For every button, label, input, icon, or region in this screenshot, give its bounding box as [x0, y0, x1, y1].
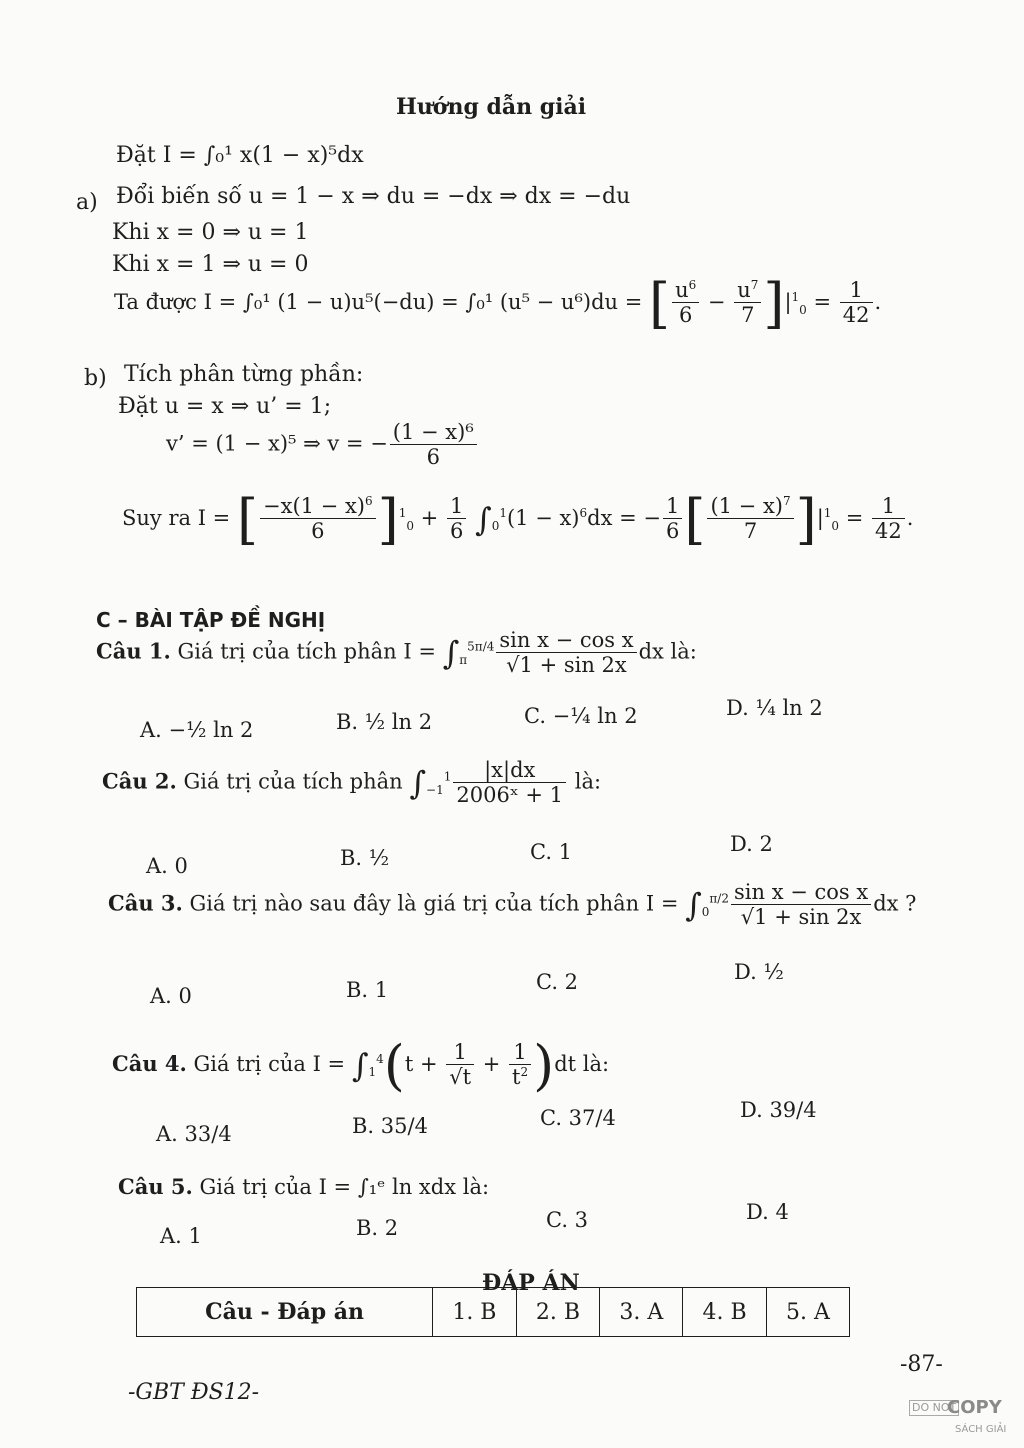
- watermark-copy: COPY: [947, 1397, 1002, 1418]
- part-a-line2: Khi x = 0 ⇒ u = 1: [112, 220, 309, 245]
- book-code: -GBT ĐS12-: [128, 1380, 260, 1405]
- question-5-math: I = ∫₁ᵉ ln xdx: [318, 1175, 457, 1199]
- part-b-line3-text: v’ = (1 − x)⁵ ⇒ v = −: [166, 431, 388, 456]
- part-b-line3: [166, 420, 479, 470]
- question-3-suffix: dx ?: [873, 891, 917, 916]
- question-1-text: Giá trị của tích phân: [177, 639, 397, 664]
- watermark-brand: SÁCH GIẢI: [955, 1424, 1007, 1435]
- answers-title: ĐÁP ÁN: [482, 1270, 580, 1296]
- exercises-heading: C – BÀI TẬP ĐỀ NGHỊ: [96, 608, 326, 632]
- answers-header: Câu - Đáp án: [137, 1288, 433, 1337]
- part-b-line4-prefix: Suy ra: [122, 506, 192, 530]
- question-2-option-b[interactable]: B. ½: [340, 846, 390, 870]
- question-2-option-c[interactable]: C. 1: [530, 840, 573, 864]
- question-2: Câu 2. Giá trị của tích phân $\int_{-1}^1$ $\frac{|x|dx}{\text{2006ˣ + 1}}$ là:: [102, 758, 602, 808]
- question-1-option-c[interactable]: C. −¼ ln 2: [524, 704, 638, 728]
- question-2-option-d[interactable]: D. 2: [730, 832, 773, 856]
- question-4-option-b[interactable]: B. 35/4: [352, 1114, 428, 1138]
- question-5-option-b[interactable]: B. 2: [356, 1216, 399, 1240]
- part-a-label: a): [76, 190, 98, 215]
- page-number: -87-: [900, 1352, 943, 1377]
- question-4-text: Giá trị của: [193, 1052, 306, 1076]
- question-1-den: √1 + sin 2x: [506, 653, 627, 678]
- answers-table: [136, 1287, 850, 1337]
- question-3-text: Giá trị nào sau đây là giá trị của tích phân: [189, 891, 640, 916]
- answer-cell-4: 4. B: [683, 1288, 767, 1337]
- watermark-do-not: DO NOT: [909, 1400, 959, 1416]
- part-b-line3-num: (1 − x)⁶: [390, 420, 477, 445]
- question-4-suffix: dt là:: [554, 1052, 610, 1076]
- question-2-den: 2006ˣ + 1: [456, 783, 564, 808]
- question-1-num: sin x − cos x: [496, 628, 636, 653]
- part-b-label: b): [84, 366, 107, 391]
- part-b-line2: Đặt u = x ⇒ u’ = 1;: [118, 394, 332, 419]
- question-5-option-a[interactable]: A. 1: [160, 1224, 202, 1248]
- question-4: Câu 4. Giá trị của $I = \int_1^4(t$ + $\frac{1}{√t}$ + $\frac{1}{t^2}$ )dt là:: [112, 1034, 610, 1097]
- answer-cell-5: 5. A: [766, 1288, 849, 1337]
- question-3: Câu 3. Giá trị nào sau đây là giá trị của tích phân $I = \int_0^{\pi/2}$ $\frac{\text{sin x − cos x}}{√1 + \sin 2x}$ dx ?: [108, 880, 917, 930]
- question-2-label: Câu 2.: [102, 768, 177, 794]
- part-b-line1: Tích phân từng phần:: [124, 362, 364, 387]
- set-integral: Đặt I = ∫₀¹ x(1 − x)⁵dx: [116, 143, 364, 168]
- answer-cell-1: 1. B: [433, 1288, 517, 1337]
- part-b-line3-den: 6: [426, 445, 440, 470]
- question-1: Câu 1. Giá trị của tích phân $I = \int_\pi^{5\pi/4}$ $\frac{\text{sin x − cos x}}{√1 + \sin 2x}$ dx là:: [96, 628, 697, 678]
- question-1-option-d[interactable]: D. ¼ ln 2: [726, 696, 823, 720]
- question-5: [118, 1174, 489, 1199]
- question-3-option-d[interactable]: D. ½: [734, 960, 784, 984]
- question-2-suffix: là:: [574, 769, 602, 794]
- question-5-option-d[interactable]: D. 4: [746, 1200, 789, 1224]
- question-5-option-c[interactable]: C. 3: [546, 1208, 589, 1232]
- question-4-option-c[interactable]: C. 37/4: [540, 1106, 616, 1130]
- question-1-option-a[interactable]: A. −½ ln 2: [140, 718, 254, 742]
- question-3-option-b[interactable]: B. 1: [346, 978, 389, 1002]
- question-5-suffix: là:: [462, 1175, 490, 1199]
- question-1-suffix: dx là:: [638, 639, 697, 664]
- question-4-label: Câu 4.: [112, 1051, 187, 1076]
- question-1-option-b[interactable]: B. ½ ln 2: [336, 710, 433, 734]
- question-2-option-a[interactable]: A. 0: [146, 854, 188, 878]
- question-4-option-d[interactable]: D. 39/4: [740, 1098, 817, 1122]
- answer-cell-2: 2. B: [516, 1288, 600, 1337]
- part-a-line3: Khi x = 1 ⇒ u = 0: [112, 252, 309, 277]
- solution-title: Hướng dẫn giải: [396, 94, 587, 120]
- answers-row: [137, 1288, 850, 1337]
- part-b-line4: Suy ra I = [ $\frac{-x(1 - x)^6}{6}$ ]$^1_0$ + $\frac{1}{6}$ $\int_0^1(1 - x)^6dx$ = − $\frac{1}{6}$ [ $\frac{(1 - x)^7}{7}$ ]$|^1_0$ = $\frac{1}{42}$ .: [122, 488, 914, 551]
- question-1-label: Câu 1.: [96, 638, 171, 664]
- part-a-line1: Đổi biến số u = 1 − x ⇒ du = −dx ⇒ dx = −du: [116, 184, 631, 209]
- question-3-option-c[interactable]: C. 2: [536, 970, 579, 994]
- answer-cell-3: 3. A: [600, 1288, 683, 1337]
- question-2-text: Giá trị của tích phân: [183, 769, 403, 794]
- question-5-label: Câu 5.: [118, 1174, 193, 1199]
- part-a-line4-math: I = ∫₀¹ (1 − u)u⁵(−du) = ∫₀¹ (u⁵ − u⁶)du: [203, 290, 619, 314]
- question-4-option-a[interactable]: A. 33/4: [156, 1122, 232, 1146]
- question-3-num: sin x − cos x: [731, 880, 871, 905]
- part-a-line4: Ta được I = ∫₀¹ (1 − u)u⁵(−du) = ∫₀¹ (u⁵ − u⁶)du = [ $\frac{u^6}{6}$ − $\frac{u^7}{7}$ ]$|^1_0$ = $\frac{1}{42}$ .: [114, 272, 882, 335]
- question-3-label: Câu 3.: [108, 890, 183, 916]
- question-3-den: √1 + sin 2x: [740, 905, 862, 930]
- question-5-text: Giá trị của: [199, 1175, 312, 1199]
- watermark-logo: [905, 1398, 1013, 1440]
- question-3-option-a[interactable]: A. 0: [150, 984, 192, 1008]
- question-2-num: |x|dx: [453, 758, 566, 783]
- part-a-line4-prefix: Ta được: [114, 290, 197, 314]
